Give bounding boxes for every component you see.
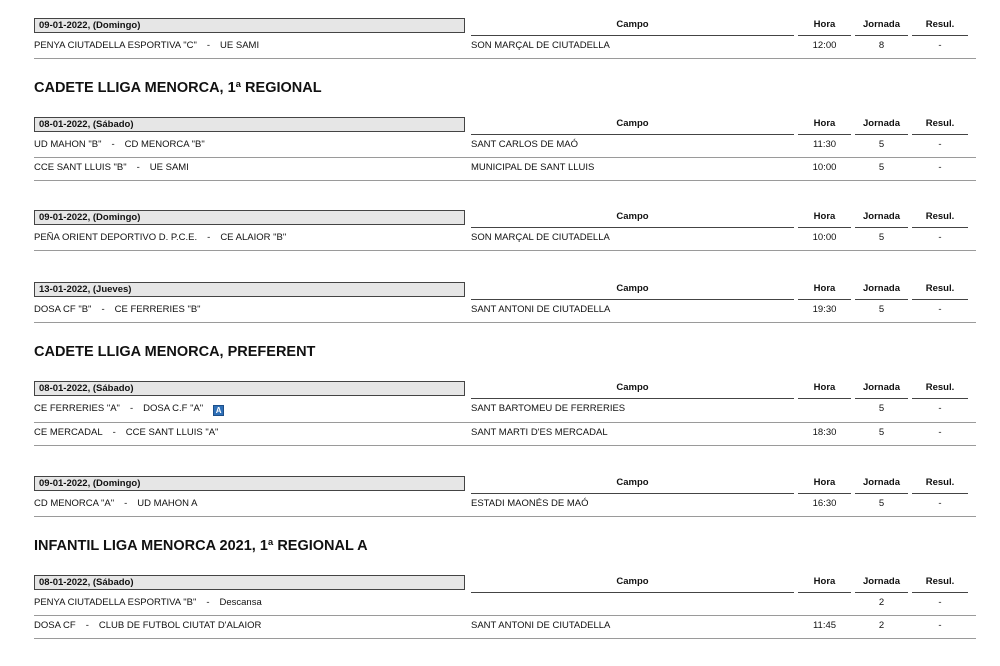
column-campo: Campo [471,117,794,135]
match-group [0,18,1000,59]
team-separator: - [129,403,134,414]
match-group [0,282,1000,323]
match-teams [34,232,286,244]
column-hora: Hora [798,282,851,300]
home-team: DOSA CF [34,620,76,631]
match-result: - [938,427,942,438]
team-separator: - [206,597,210,608]
match-date: 08-01-2022, (Sábado) [34,117,465,132]
away-team: CE ALAIOR "B" [220,232,287,243]
away-team: CLUB DE FUTBOL CIUTAT D'ALAIOR [98,620,262,631]
match-teams [34,162,189,174]
column-resul: Resul. [912,476,968,494]
match-row [34,158,976,181]
column-resul: Resul. [912,381,968,399]
match-time: 12:00 [812,40,837,51]
match-time: 18:30 [812,427,837,438]
match-result: - [938,620,942,631]
team-separator: - [101,304,105,315]
match-teams [34,427,218,439]
column-resul: Resul. [912,117,968,135]
match-field: SON MARÇAL DE CIUTADELLA [471,40,610,51]
away-team: CD MENORCA "B" [124,139,205,150]
group-header [0,476,1000,494]
match-round: 5 [878,427,885,438]
match-date: 08-01-2022, (Sábado) [34,575,465,590]
match-result: - [938,304,942,315]
away-team: CE FERRERIES "B" [114,304,201,315]
match-row [34,399,976,423]
home-team: CE FERRERIES "A" [34,403,120,414]
match-group [0,210,1000,251]
team-separator: - [136,162,140,173]
column-jornada: Jornada [855,18,908,36]
match-row [34,36,976,59]
match-row [34,228,976,251]
match-row [34,135,976,158]
match-date: 13-01-2022, (Jueves) [34,282,465,297]
column-campo: Campo [471,575,794,593]
column-resul: Resul. [912,18,968,36]
team-separator: - [207,232,211,243]
match-result: - [938,403,942,414]
away-team: DOSA C.F "A" [143,403,204,414]
away-team: UE SAMI [149,162,189,173]
match-row [34,616,976,639]
match-field: SANT CARLOS DE MAÓ [471,139,578,150]
team-separator: - [112,427,116,438]
column-jornada: Jornada [855,575,908,593]
match-field: ESTADI MAONÉS DE MAÓ [471,498,589,509]
group-header [0,575,1000,593]
match-field: SANT ANTONI DE CIUTADELLA [471,304,611,315]
column-hora: Hora [798,476,851,494]
match-time: 19:30 [812,304,837,315]
column-hora: Hora [798,210,851,228]
column-campo: Campo [471,476,794,494]
match-result: - [938,40,942,51]
match-row [34,593,976,616]
match-date: 08-01-2022, (Sábado) [34,381,465,396]
team-separator: - [206,40,211,51]
match-teams [34,597,262,609]
column-hora: Hora [798,575,851,593]
column-jornada: Jornada [855,381,908,399]
match-result: - [938,162,942,173]
match-time: 10:00 [812,162,837,173]
group-header [0,18,1000,36]
column-resul: Resul. [912,575,968,593]
match-group [0,117,1000,181]
group-header [0,282,1000,300]
home-team: CE MERCADAL [34,427,103,438]
column-resul: Resul. [912,282,968,300]
match-teams [34,620,261,632]
home-team: DOSA CF "B" [34,304,92,315]
match-group [0,476,1000,517]
match-round: 5 [878,162,885,173]
team-separator: - [111,139,115,150]
match-field: SON MARÇAL DE CIUTADELLA [471,232,610,243]
team-separator: - [124,498,128,509]
match-teams [34,403,224,416]
match-time: 16:30 [812,498,837,509]
match-date: 09-01-2022, (Domingo) [34,210,465,225]
match-group [0,575,1000,639]
match-round: 5 [878,139,885,150]
match-group [0,381,1000,446]
match-result: - [938,498,942,509]
match-round: 2 [878,597,885,608]
match-field: SANT MARTI D'ES MERCADAL [471,427,608,438]
home-team: CCE SANT LLUIS "B" [34,162,127,173]
match-teams [34,40,259,52]
match-result: - [938,139,942,150]
column-jornada: Jornada [855,117,908,135]
a-badge-icon[interactable]: A [213,405,224,416]
match-teams [34,498,197,510]
match-teams [34,304,201,316]
column-campo: Campo [471,18,794,36]
match-row [34,494,976,517]
away-team: CCE SANT LLUIS "A" [125,427,219,438]
league-title: INFANTIL LIGA MENORCA 2021, 1ª REGIONAL A [34,538,368,554]
column-jornada: Jornada [855,282,908,300]
match-field: SANT ANTONI DE CIUTADELLA [471,620,611,631]
match-time: 10:00 [812,232,837,243]
team-separator: - [85,620,89,631]
home-team: UD MAHON "B" [34,139,102,150]
group-header [0,381,1000,399]
match-result: - [938,597,942,608]
home-team: PENYA CIUTADELLA ESPORTIVA "C" [34,40,197,51]
column-jornada: Jornada [855,476,908,494]
league-title: CADETE LLIGA MENORCA, 1ª REGIONAL [34,80,322,96]
group-header [0,117,1000,135]
home-team: CD MENORCA "A" [34,498,115,509]
match-time: 11:30 [812,139,837,150]
column-jornada: Jornada [855,210,908,228]
match-field: MUNICIPAL DE SANT LLUIS [471,162,595,173]
match-result: - [938,232,942,243]
match-round: 5 [878,232,885,243]
match-round: 5 [878,304,885,315]
match-round: 5 [878,403,885,414]
away-team: UE SAMI [220,40,260,51]
match-time: 11:45 [812,620,837,631]
column-campo: Campo [471,282,794,300]
league-title: CADETE LLIGA MENORCA, PREFERENT [34,344,316,360]
group-header [0,210,1000,228]
match-row [34,423,976,446]
match-date: 09-01-2022, (Domingo) [34,18,465,33]
column-hora: Hora [798,381,851,399]
match-round: 5 [878,498,885,509]
away-team: Descansa [219,597,262,608]
match-row [34,300,976,323]
away-team: UD MAHON A [137,498,198,509]
column-hora: Hora [798,18,851,36]
column-campo: Campo [471,381,794,399]
column-campo: Campo [471,210,794,228]
home-team: PEÑA ORIENT DEPORTIVO D. P.C.E. [34,232,198,243]
match-round: 8 [878,40,885,51]
column-hora: Hora [798,117,851,135]
column-resul: Resul. [912,210,968,228]
match-field: SANT BARTOMEU DE FERRERIES [471,403,626,414]
match-round: 2 [878,620,885,631]
match-teams [34,139,205,151]
match-date: 09-01-2022, (Domingo) [34,476,465,491]
home-team: PENYA CIUTADELLA ESPORTIVA "B" [34,597,197,608]
